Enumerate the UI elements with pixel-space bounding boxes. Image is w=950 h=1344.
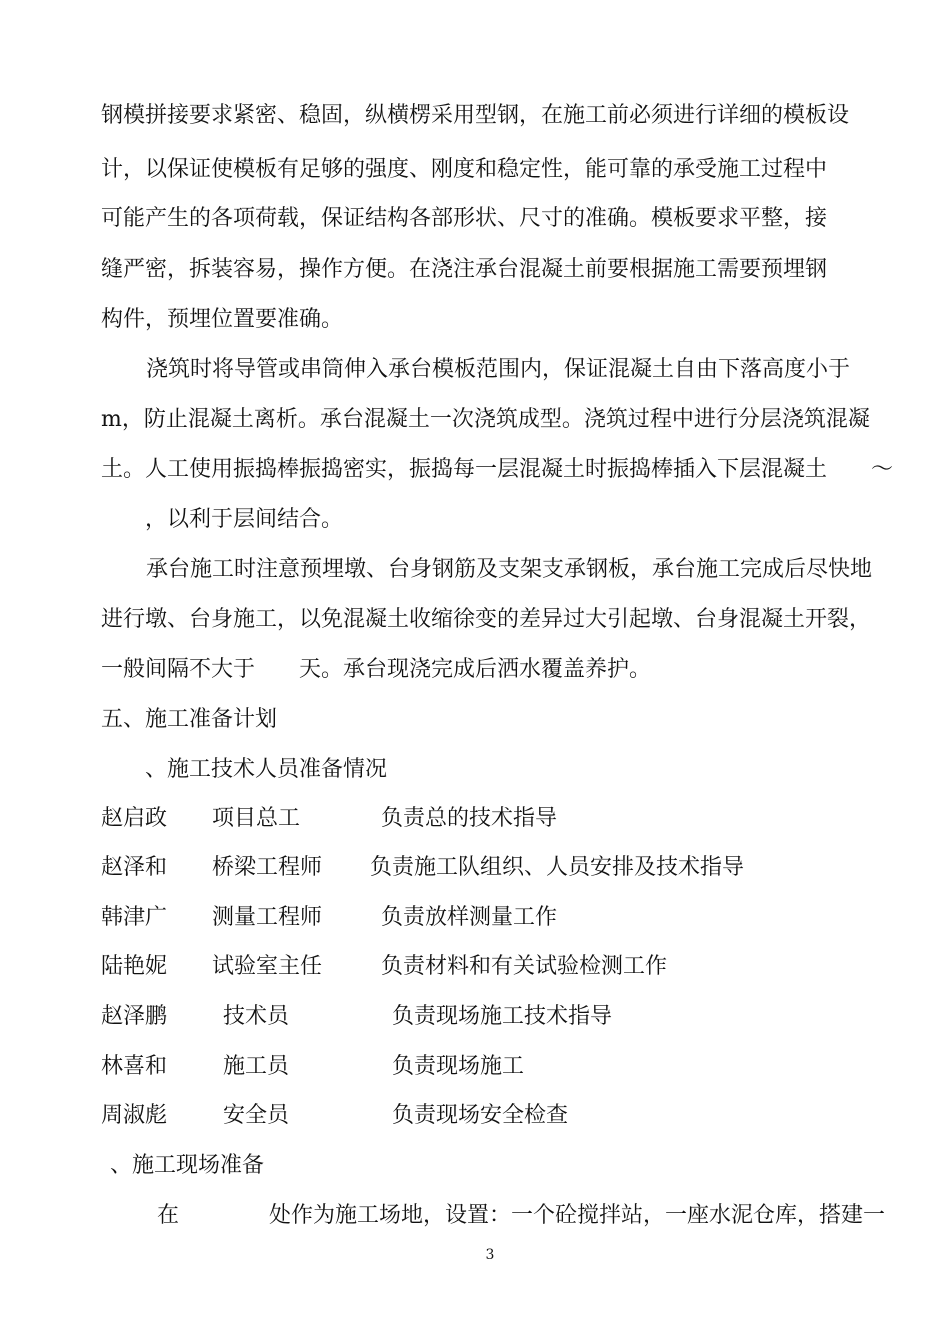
paragraph1-line-4: 缝严密，拆装容易，操作方便。在浇注承台混凝土前要根据施工需要预埋钢 (101, 257, 828, 282)
staff-duty: 负责总的技术指导 (381, 806, 558, 831)
paragraph2-line-3: 土。人工使用振捣棒振捣密实，振捣每一层混凝土时振捣棒插入下层混凝土 ～ (101, 457, 894, 482)
paragraph2-line-4: ，以利于层间结合。 (101, 507, 344, 532)
staff-name: 赵泽鹏 (101, 1004, 168, 1029)
staff-duty: 负责施工队组织、人员安排及技术指导 (370, 855, 745, 880)
staff-role: 安全员 (223, 1103, 290, 1128)
paragraph3-line-1: 承台施工时注意预埋墩、台身钢筋及支架支承钢板，承台施工完成后尽快地 (146, 557, 873, 582)
page-number: 3 (485, 1247, 495, 1263)
paragraph1-line-2: 计，以保证使模板有足够的强度、刚度和稳定性，能可靠的承受施工过程中 (101, 157, 828, 182)
paragraph3-line-3: 一般间隔不大于 天。承台现浇完成后洒水覆盖养护。 (101, 657, 652, 682)
paragraph1-line-5: 构件，预埋位置要准确。 (101, 307, 344, 332)
staff-role: 测量工程师 (212, 905, 323, 930)
subsection-heading-site: 、施工现场准备 (110, 1153, 265, 1178)
staff-name: 赵启政 (101, 806, 168, 831)
staff-name: 林喜和 (101, 1054, 168, 1079)
subsection-heading-staff: 、施工技术人员准备情况 (101, 757, 388, 782)
staff-name: 周淑彪 (101, 1103, 168, 1128)
paragraph2-line-1: 浇筑时将导管或串筒伸入承台模板范围内，保证混凝土自由下落高度小于 (146, 357, 851, 382)
staff-name: 陆艳妮 (101, 954, 168, 979)
paragraph1-line-1: 钢模拼接要求紧密、稳固，纵横楞采用型钢，在施工前必须进行详细的模板设 (101, 103, 850, 128)
staff-role: 桥梁工程师 (212, 855, 323, 880)
section-heading: 五、施工准备计划 (101, 707, 278, 732)
site-line-rest: 处作为施工场地，设置：一个砼搅拌站，一座水泥仓库，搭建一 (269, 1203, 886, 1228)
paragraph2-line-2: m，防止混凝土离析。承台混凝土一次浇筑成型。浇筑过程中进行分层浇筑混凝 (101, 407, 870, 432)
staff-role: 项目总工 (212, 806, 301, 831)
staff-role: 施工员 (223, 1054, 290, 1079)
staff-duty: 负责现场施工技术指导 (392, 1004, 613, 1029)
staff-duty: 负责放样测量工作 (381, 905, 558, 930)
paragraph3-line-2: 进行墩、台身施工，以免混凝土收缩徐变的差异过大引起墩、台身混凝土开裂， (101, 607, 872, 632)
staff-duty: 负责现场安全检查 (392, 1103, 569, 1128)
site-line-start: 在 (157, 1203, 180, 1228)
staff-role: 技术员 (223, 1004, 290, 1029)
paragraph1-line-3: 可能产生的各项荷载，保证结构各部形状、尺寸的准确。模板要求平整，接 (101, 206, 828, 231)
staff-role: 试验室主任 (212, 954, 323, 979)
staff-duty: 负责现场施工 (392, 1054, 525, 1079)
staff-name: 赵泽和 (101, 855, 168, 880)
staff-duty: 负责材料和有关试验检测工作 (381, 954, 668, 979)
staff-name: 韩津广 (101, 905, 168, 930)
